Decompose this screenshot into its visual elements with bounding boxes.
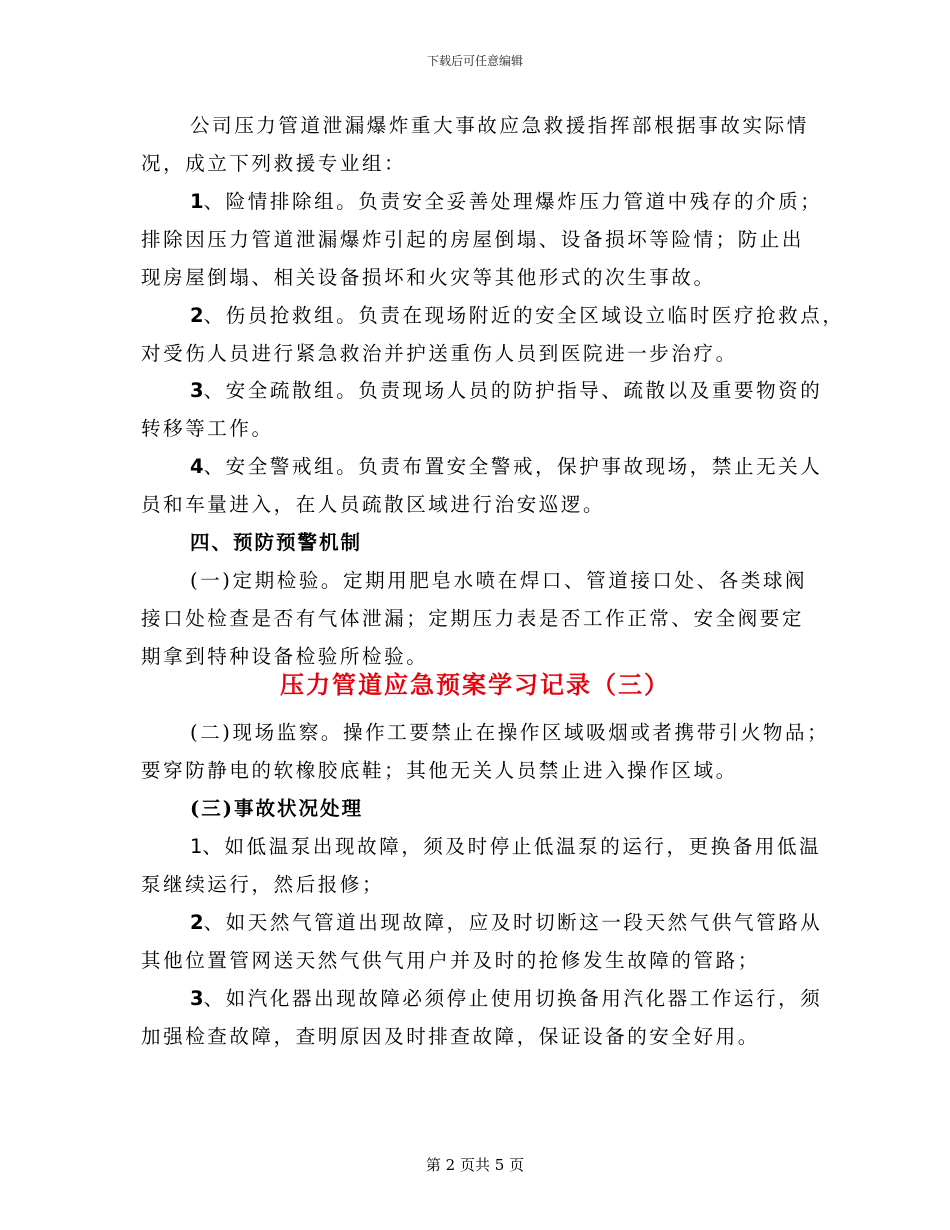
fault3-line-2: 加强检查故障，查明原因及时排查故障，保证设备的安全好用。 xyxy=(141,1025,760,1048)
fault3-text: 、如汽化器出现故障必须停止使用切换备用汽化器工作运行，须 xyxy=(203,987,823,1010)
monitor-line-2: 要穿防静电的软橡胶底鞋；其他无关人员禁止进入操作区域。 xyxy=(141,759,738,782)
group2-number: 2 xyxy=(190,304,204,327)
page-header: 下载后可任意编辑 xyxy=(426,54,523,68)
group2-line-2: 对受伤人员进行紧急救治并护送重伤人员到医院进一步治疗。 xyxy=(141,342,738,365)
group3-line-2: 转移等工作。 xyxy=(141,417,274,440)
page-footer: 第 2 页共 5 页 xyxy=(425,1156,525,1174)
group4-line-1 xyxy=(190,454,822,480)
group4-number: 4 xyxy=(190,455,204,478)
section4-heading: 四、预防预警机制 xyxy=(190,531,363,554)
fault1-number: 1 xyxy=(190,835,203,858)
intro-line-2: 况，成立下列救援专业组： xyxy=(141,152,407,175)
fault1-line-2: 泵继续运行，然后报修； xyxy=(141,873,385,896)
fault2-number: 2 xyxy=(190,911,204,934)
document-title: 压力管道应急预案学习记录（三） xyxy=(280,670,670,699)
fault3-number: 3 xyxy=(190,987,204,1010)
check-line-1: (一)定期检验。定期用肥皂水喷在焊口、管道接口处、各类球阀 xyxy=(190,569,808,592)
fault3-line-1 xyxy=(190,986,822,1012)
check-line-3: 期拿到特种设备检验所检验。 xyxy=(141,645,429,668)
group3-line-1 xyxy=(190,378,822,404)
fault1-line-1 xyxy=(190,834,821,860)
fault2-line-2: 其他位置管网送天然气供气用户并及时的抢修发生故障的管路； xyxy=(141,949,760,972)
group1-line-2: 排除因压力管道泄漏爆炸引起的房屋倒塌、设备损坏等险情；防止出 xyxy=(141,228,805,251)
handling-heading: (三)事故状况处理 xyxy=(190,797,363,820)
fault1-text: 、如低温泵出现故障，须及时停止低温泵的运行，更换备用低温 xyxy=(202,835,822,858)
fault2-line-1 xyxy=(190,910,822,936)
check-line-2: 接口处检查是否有气体泄漏；定期压力表是否工作正常、安全阀要定 xyxy=(141,607,805,630)
group4-line-2: 员和车量进入，在人员疏散区域进行治安巡逻。 xyxy=(141,493,606,516)
intro-line-1: 公司压力管道泄漏爆炸重大事故应急救援指挥部根据事故实际情 xyxy=(190,114,809,137)
group4-text: 、安全警戒组。负责布置安全警戒，保护事故现场，禁止无关人 xyxy=(203,455,823,478)
group1-number: 1 xyxy=(190,190,204,213)
group3-number: 3 xyxy=(190,379,204,402)
monitor-line-1: (二)现场监察。操作工要禁止在操作区域吸烟或者携带引火物品； xyxy=(190,721,830,744)
group3-text: 、安全疏散组。负责现场人员的防护指导、疏散以及重要物资的 xyxy=(203,379,823,402)
group1-line-3: 现房屋倒塌、相关设备损坏和火灾等其他形式的次生事故。 xyxy=(141,266,716,289)
group1-text: 、险情排除组。负责安全妥善处理爆炸压力管道中残存的介质； xyxy=(203,190,823,213)
group2-line-1 xyxy=(190,303,844,329)
group1-line-1 xyxy=(190,189,822,215)
fault2-text: 、如天然气管道出现故障，应及时切断这一段天然气供气管路从 xyxy=(203,911,823,934)
group2-text: 、伤员抢救组。负责在现场附近的安全区域设立临时医疗抢救点， xyxy=(203,304,845,327)
